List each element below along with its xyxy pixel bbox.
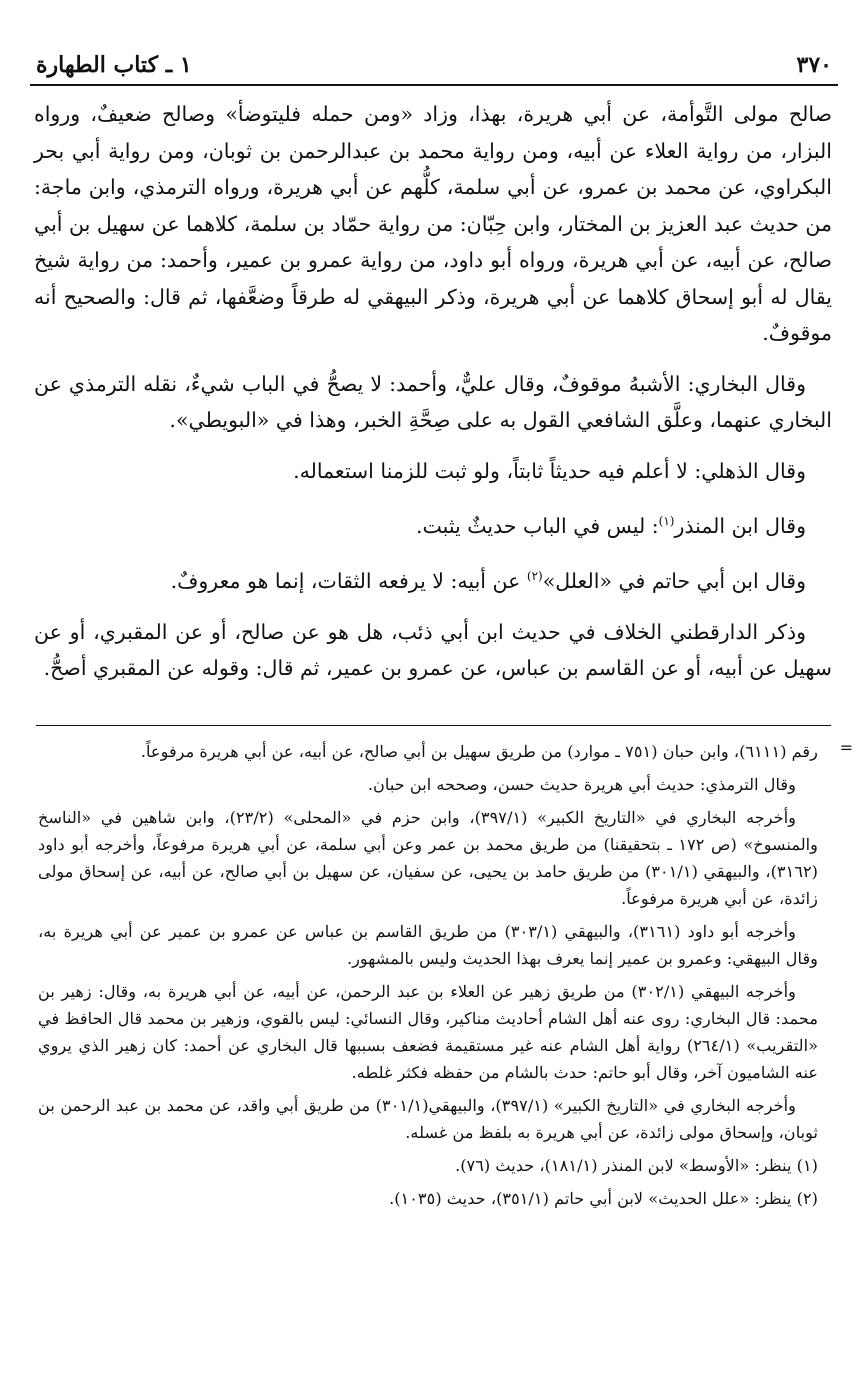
- body-paragraph-3: وقال الذهلي: لا أعلم فيه حديثاً ثابتاً، ولو ثبت للزمنا استعماله.: [293, 458, 806, 483]
- body-paragraph-5-rest: عن أبيه: لا يرفعه الثقات، إنما هو معروفٌ.: [170, 569, 527, 594]
- body-paragraph-6: وذكر الدارقطني الخلاف في حديث ابن أبي ذئب، هل هو عن صالح، أو عن المقبري، أو عن سهيل عن أبيه، أو عن القاسم بن عباس، عن عمرو بن عمير، ثم قال: وقوله عن المقبري أصحُّ.: [34, 619, 832, 681]
- note-paragraph-2: وقال الترمذي: حديث أبي هريرة حديث حسن، وصححه ابن حبان.: [367, 775, 796, 794]
- footnote-1: (١) ينظر: «الأوسط» لابن المنذر (١٨١/١)، حديث (٧٦).: [455, 1156, 818, 1175]
- footnote-2: (٢) ينظر: «علل الحديث» لابن أبي حاتم (٣٥١/١)، حديث (١٠٣٥).: [389, 1189, 818, 1208]
- note-paragraph-6: وأخرجه البخاري في «التاريخ الكبير» (٣٩٧/١)، والبيهقي(٣٠١/١) من طريق أبي واقد، عن محمد بن عبد الرحمن بن ثوبان، وإسحاق مولى زائدة، عن أبي هريرة به بلفظ من غسله.: [38, 1096, 818, 1142]
- page-header: [30, 48, 838, 86]
- footnote-ref-2[interactable]: (٢): [526, 569, 543, 584]
- body-paragraph-2: وقال البخاري: الأشبهُ موقوفٌ، وقال عليٌّ، وأحمد: لا يصحُّ في الباب شيءٌ، نقله الترمذي عن البخاري عنهما، وعلَّق الشافعي القول به على صِحَّةِ الخبر، وهذا في «البويطي».: [34, 371, 832, 432]
- page-number: ٣٧٠: [796, 52, 832, 78]
- chapter-title: ١ ـ كتاب الطهارة: [36, 52, 192, 78]
- body-paragraph-1: صالح مولى التَّوأمة، عن أبي هريرة، بهذا، وزاد «ومن حمله فليتوضأ» وصالح ضعيفٌ، ورواه البزار، من رواية العلاء عن أبيه، ومن رواية محمد بن عبدالرحمن بن ثوبان، ومن رواية أبي بحر البكراوي، عن محمد بن عمرو، عن أبي سلمة، كلُّهم عن أبي هريرة، ورواه الترمذي، وابن ماجة: من حديث عبد العزيز بن المختار، وابن حِبّان: من رواية حمّاد بن سلمة، كلاهما عن سهيل بن أبي صالح، عن أبيه، عن أبي هريرة، ورواه أبو داود، من رواية عمرو بن عمير، وأحمد: من رواية شيخ يقال له أبو إسحاق كلاهما عن أبي هريرة، وذكر البيهقي له طرقاً وضعَّفها، ثم قال: والصحيح أنه موقوفٌ.: [34, 102, 832, 345]
- main-text: [34, 96, 832, 687]
- body-paragraph-4: [34, 503, 832, 544]
- note-paragraph-5: وأخرجه البيهقي (٣٠٢/١) من طريق زهير عن العلاء بن عبد الرحمن، عن أبيه، عن أبي هريرة به، وقال: زهير بن محمد: قال البخاري: روى عنه أهل الشام أحاديث مناكير، وقال النسائي: ليس بالقوي، وزهير بن محمد قال الحافظ في «التقريب» (٢٦٤/١) رواية أهل الشام عنه غير مستقيمة فضعف بسببها قال البخاري عن أحمد: كان زهير الذي يروي عنه الشاميون آخر، وقال أبو حاتم: حدث بالشام من حفظه فكثر غلطه.: [38, 982, 819, 1082]
- body-paragraph-4-rest: : ليس في الباب حديثٌ يثبت.: [416, 513, 659, 538]
- footnote-divider: [36, 725, 831, 726]
- body-paragraph-4-text: وقال ابن المنذر: [674, 513, 806, 538]
- note-paragraph-4: وأخرجه أبو داود (٣١٦١)، والبيهقي (٣٠٣/١) من طريق القاسم بن عباس عن عمرو بن عمير عن أبي هريرة به، وقال البيهقي: وعمرو بن عمير إنما يعرف بهذا الحديث وليس بالمشهور.: [38, 922, 818, 968]
- note-paragraph-3: وأخرجه البخاري في «التاريخ الكبير» (٣٩٧/١)، وابن حزم في «المحلى» (٢٣/٢)، وابن شاهين في «الناسخ والمنسوخ» (ص ١٧٢ ـ بتحقيقنا) من طريق محمد بن عمر وعن أبي سلمة، عن أبي هريرة مرفوعاً، وأخرجه أبو داود (٣١٦٢)، والبيهقي (٣٠١/١) من طريق حامد بن يحيى، عن سفيان، عن سهيل بن أبي صالح، عن أبيه، عن إسحاق مولى زائدة، عن أبي هريرة مرفوعاً.: [38, 808, 818, 908]
- footnote-ref-1[interactable]: (١): [658, 514, 675, 528]
- note-paragraph-1: رقم (٦١١١)، وابن حبان (٧٥١ ـ موارد) من طريق سهيل بن أبي صالح، عن أبيه، عن أبي هريرة مرفوعاً.: [140, 742, 818, 761]
- body-paragraph-5-text: وقال ابن أبي حاتم في «العلل»: [542, 569, 806, 594]
- footnotes: [38, 738, 818, 1212]
- body-paragraph-5: [34, 558, 832, 599]
- continuation-mark: =: [839, 738, 853, 757]
